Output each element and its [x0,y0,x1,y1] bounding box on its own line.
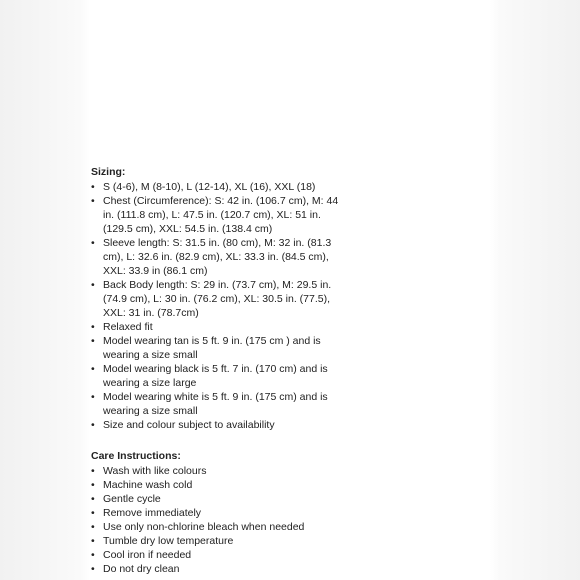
care-list-item: • Wash with like colours [91,464,341,478]
care-list-item: • Do not dry clean [91,562,341,576]
section-spacer [91,432,341,449]
sizing-list-item: • Model wearing black is 5 ft. 7 in. (170 cm) and is wearing a size large [91,362,341,390]
sizing-list [91,180,341,432]
care-list-item: • Use only non-chlorine bleach when needed [91,520,341,534]
care-list-item: • Machine wash cold [91,478,341,492]
product-details-content [91,165,341,576]
care-list-item: • Tumble dry low temperature [91,534,341,548]
care-instructions-heading: Care Instructions: [91,450,181,462]
sizing-list-item: • Model wearing white is 5 ft. 9 in. (175 cm) and is wearing a size small [91,390,341,418]
sizing-list-item: • S (4-6), M (8-10), L (12-14), XL (16), XXL (18) [91,180,341,194]
sizing-list-item: • Chest (Circumference): S: 42 in. (106.7 cm), M: 44 in. (111.8 cm), L: 47.5 in. (120.7 cm), XL: 51 in. (129.5 cm), XXL: 54.5 in. (138.4 cm) [91,194,341,236]
sizing-list-item: • Relaxed fit [91,320,341,334]
sizing-list-item: • Model wearing tan is 5 ft. 9 in. (175 cm ) and is wearing a size small [91,334,341,362]
care-list-item: • Remove immediately [91,506,341,520]
care-list-item: • Cool iron if needed [91,548,341,562]
sizing-list-item: • Back Body length: S: 29 in. (73.7 cm), M: 29.5 in. (74.9 cm), L: 30 in. (76.2 cm), XL: 30.5 in. (77.5), XXL: 31 in. (78.7cm) [91,278,341,320]
care-list-item: • Gentle cycle [91,492,341,506]
sizing-list-item: • Size and colour subject to availability [91,418,341,432]
sizing-heading: Sizing: [91,166,126,178]
sizing-list-item: • Sleeve length: S: 31.5 in. (80 cm), M: 32 in. (81.3 cm), L: 32.6 in. (82.9 cm), XL: 33.3 in. (84.5 cm), XXL: 33.9 in (86.1 cm) [91,236,341,278]
care-instructions-list [91,464,341,576]
